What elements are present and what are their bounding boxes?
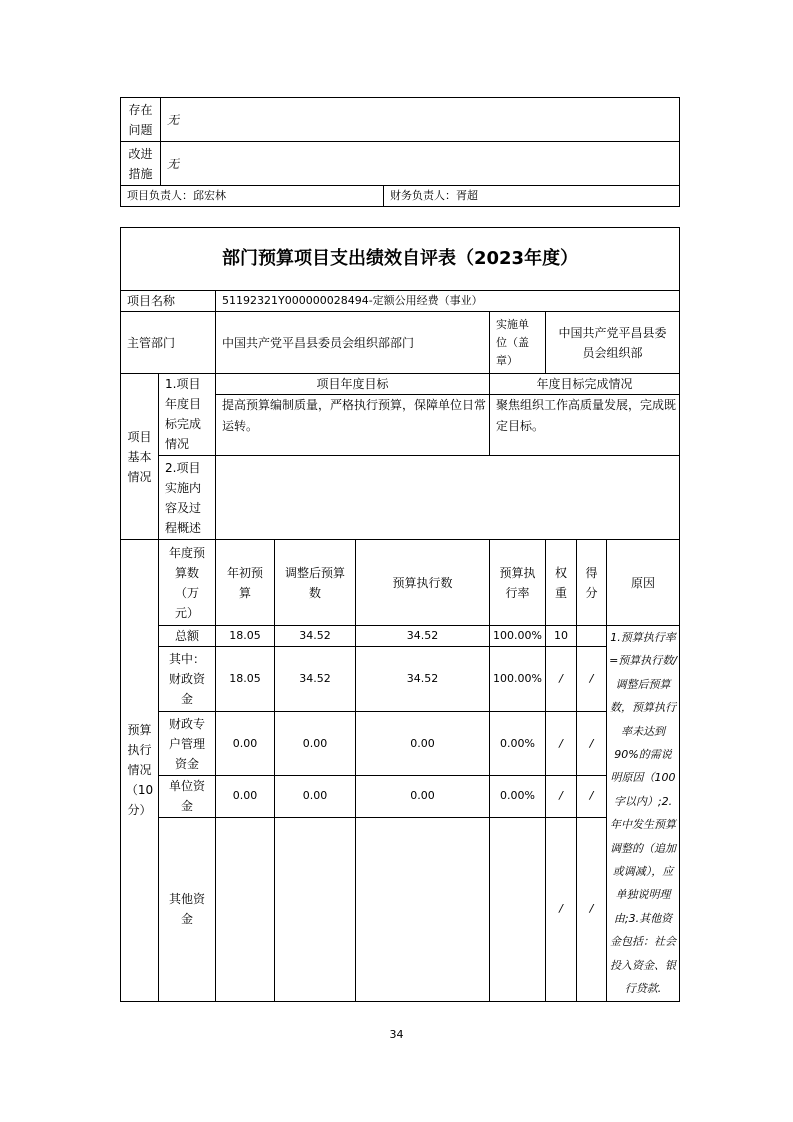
row-score [577,626,607,647]
row-adjusted: 34.52 [275,626,356,647]
row-adjusted: 0.00 [275,775,356,818]
header-score: 得 分 [577,540,607,626]
header-rate: 预算执 行率 [490,540,546,626]
row-initial: 18.05 [216,626,275,647]
row-initial: 0.00 [216,712,275,775]
row-executed: 0.00 [356,712,490,775]
dept-value: 中国共产党平昌县委员会组织部部门 [216,312,490,374]
row-score: / [577,712,607,775]
row-weight: / [546,818,577,1001]
issues-value: 无 [161,98,680,142]
impl-unit-label: 实施单 位（盖 章） [490,312,546,374]
row-label: 其他资 金 [159,818,216,1001]
row-score: / [577,647,607,712]
row-label: 财政专 户管理 资金 [159,712,216,775]
header-weight: 权 重 [546,540,577,626]
row-executed: 0.00 [356,775,490,818]
project-lead: 项目负责人：邱宏林 [121,186,384,207]
row-initial: 0.00 [216,775,275,818]
row-weight: / [546,775,577,818]
fixes-label: 改进 措施 [121,142,161,186]
row-weight: / [546,712,577,775]
fixes-value: 无 [161,142,680,186]
dept-label: 主管部门 [121,312,216,374]
row-weight: 10 [546,626,577,647]
header-executed: 预算执行数 [356,540,490,626]
row-executed: 34.52 [356,647,490,712]
page-number: 34 [389,1028,404,1041]
project-name-value: 51192321Y000000028494-定额公用经费（事业） [216,291,680,312]
row-rate: 0.00% [490,712,546,775]
row-label: 其中： 财政资 金 [159,647,216,712]
finance-lead: 财务负责人：胥超 [384,186,680,207]
issues-label: 存在 问题 [121,98,161,142]
row-initial: 18.05 [216,647,275,712]
impl-unit-value: 中国共产党平昌县委 员会组织部 [546,312,680,374]
goal-text: 提高预算编制质量，严格执行预算，保障单位日常运转。 [216,395,490,456]
row-adjusted [275,818,356,1001]
header-initial: 年初预 算 [216,540,275,626]
row-adjusted: 34.52 [275,647,356,712]
row-weight: / [546,647,577,712]
row-adjusted: 0.00 [275,712,356,775]
row-executed [356,818,490,1001]
process-label: 2.项目 实施内 容及过 程概述 [159,456,216,540]
budget-section-label: 预算 执行 情况 （10 分） [121,540,159,1002]
header-reason: 原因 [607,540,680,626]
completion-header: 年度目标完成情况 [490,374,680,395]
table-title: 部门预算项目支出绩效自评表（2023年度） [121,228,680,291]
row-label: 单位资 金 [159,775,216,818]
row-rate: 100.00% [490,626,546,647]
row-rate: 0.00% [490,775,546,818]
goal-header: 项目年度目标 [216,374,490,395]
self-evaluation-table [120,227,680,1002]
header-amount: 年度预 算数 （万 元） [159,540,216,626]
row-score: / [577,775,607,818]
project-name-label: 项目名称 [121,291,216,312]
basic-info-label: 项目 基本 情况 [121,374,159,540]
row-rate: 100.00% [490,647,546,712]
row-executed: 34.52 [356,626,490,647]
goal-section-label: 1.项目 年度目 标完成 情况 [159,374,216,456]
row-initial [216,818,275,1001]
process-value [216,456,680,540]
issues-table [120,97,680,207]
header-adjusted: 调整后预算 数 [275,540,356,626]
row-score: / [577,818,607,1001]
reason-note: 1.预算执行率=预算执行数/调整后预算数，预算执行率未达到90%的需说明原因（100字以内）;2.年中发生预算调整的（追加或调减），应单独说明理由;3.其他资金包括：社会投入资金、银行贷款. [607,626,680,1002]
row-label: 总额 [159,626,216,647]
completion-text: 聚焦组织工作高质量发展，完成既定目标。 [490,395,680,456]
row-rate [490,818,546,1001]
